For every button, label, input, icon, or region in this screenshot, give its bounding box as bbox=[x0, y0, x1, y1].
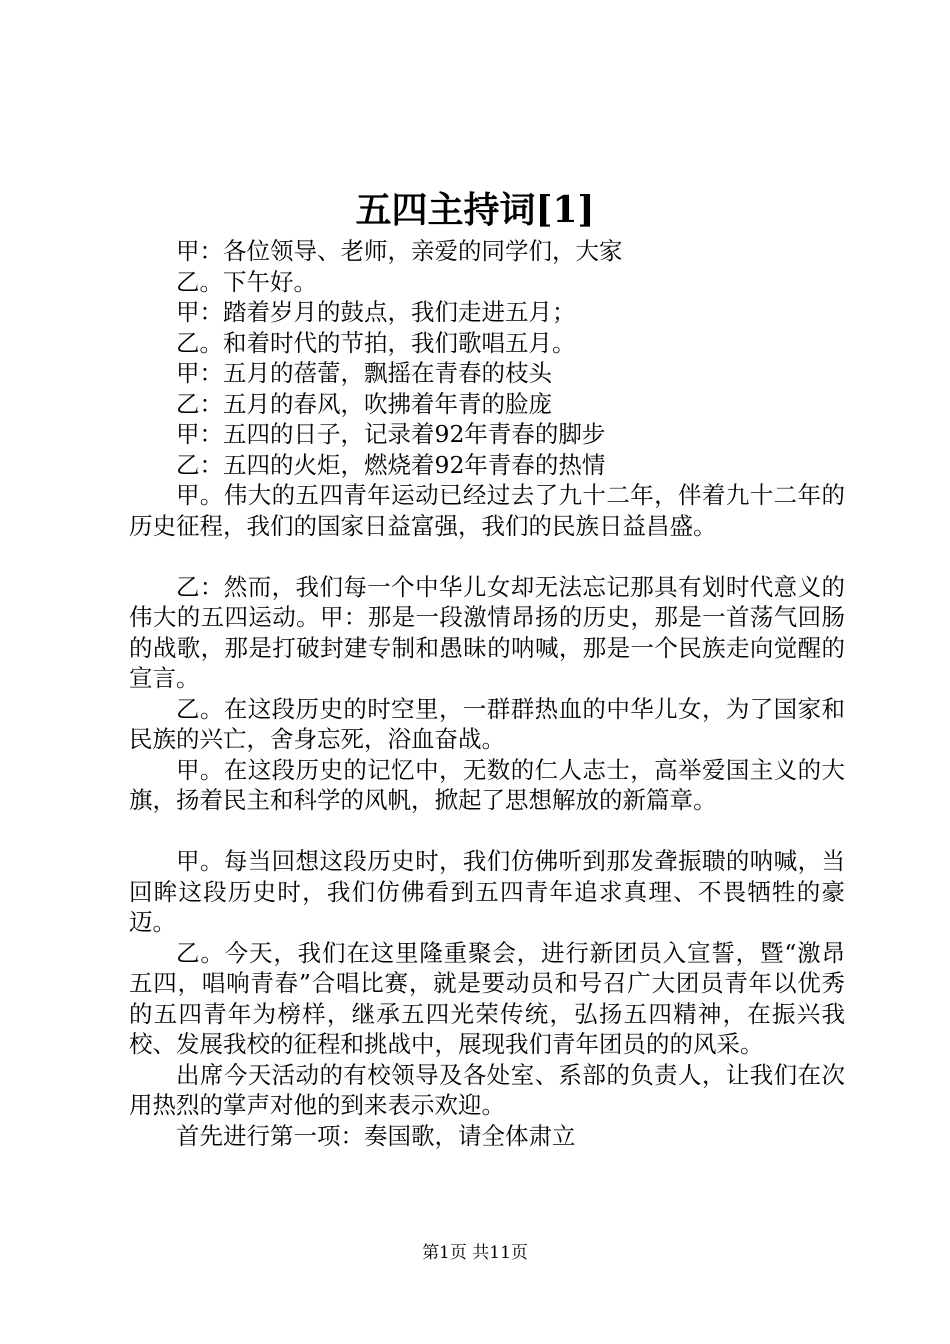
paragraph: 乙。今天，我们在这里隆重聚会，进行新团员入宣誓，暨“激昂五四，唱响青春”合唱比赛，就是要动员和号召广大团员青年以优秀的五四青年为榜样，继承五四光荣传统，弘扬五四精神，在振兴我校、发展我校的征程和挑战中，展现我们青年团员的的风采。 bbox=[129, 938, 845, 1058]
paragraph: 乙：五四的火炬，燃烧着92年青春的热情 bbox=[176, 450, 606, 479]
paragraph: 甲。在这段历史的记忆中，无数的仁人志士，高举爱国主义的大旗，扬着民主和科学的风帆，掀起了思想解放的新篇章。 bbox=[129, 755, 845, 814]
document-body bbox=[129, 236, 845, 1151]
paragraph: 甲。伟大的五四青年运动已经过去了九十二年，伴着九十二年的历史征程，我们的国家日益富强，我们的民族日益昌盛。 bbox=[129, 481, 845, 540]
paragraph: 乙。和着时代的节拍，我们歌唱五月。 bbox=[176, 328, 576, 357]
paragraph: 甲：踏着岁月的鼓点，我们走进五月； bbox=[176, 298, 576, 326]
document-title: 五四主持词[1] bbox=[355, 189, 595, 231]
paragraph: 甲。每当回想这段历史时，我们仿佛听到那发聋振聩的呐喊，当回眸这段历史时，我们仿佛看到五四青年追求真理、不畏牺牲的豪迈。 bbox=[129, 847, 845, 936]
paragraph: 乙：五月的春风，吹拂着年青的脸庞 bbox=[176, 389, 552, 418]
paragraph-spacer bbox=[129, 541, 845, 572]
page-footer: 第1页 共11页 bbox=[422, 1243, 528, 1263]
paragraph: 乙。在这段历史的时空里，一群群热血的中华儿女，为了国家和民族的兴亡，舍身忘死，浴血奋战。 bbox=[129, 694, 845, 753]
paragraph: 出席今天活动的有校领导及各处室、系部的负责人，让我们在次用热烈的掌声对他的到来表示欢迎。 bbox=[129, 1060, 845, 1119]
paragraph: 甲：各位领导、老师，亲爱的同学们，大家 bbox=[176, 237, 623, 265]
paragraph: 甲：五月的蓓蕾，飘摇在青春的枝头 bbox=[176, 359, 552, 387]
paragraph: 甲：五四的日子，记录着92年青春的脚步 bbox=[176, 420, 606, 448]
paragraph: 乙。下午好。 bbox=[176, 267, 317, 296]
paragraph: 首先进行第一项：奏国歌，请全体肃立 bbox=[176, 1121, 576, 1150]
paragraph: 乙：然而，我们每一个中华儿女却无法忘记那具有划时代意义的伟大的五四运动。甲：那是一段激情昂扬的历史，那是一首荡气回肠的战歌，那是打破封建专制和愚昧的呐喊，那是一个民族走向觉醒的宣言。 bbox=[129, 572, 845, 692]
paragraph-spacer bbox=[129, 816, 845, 847]
